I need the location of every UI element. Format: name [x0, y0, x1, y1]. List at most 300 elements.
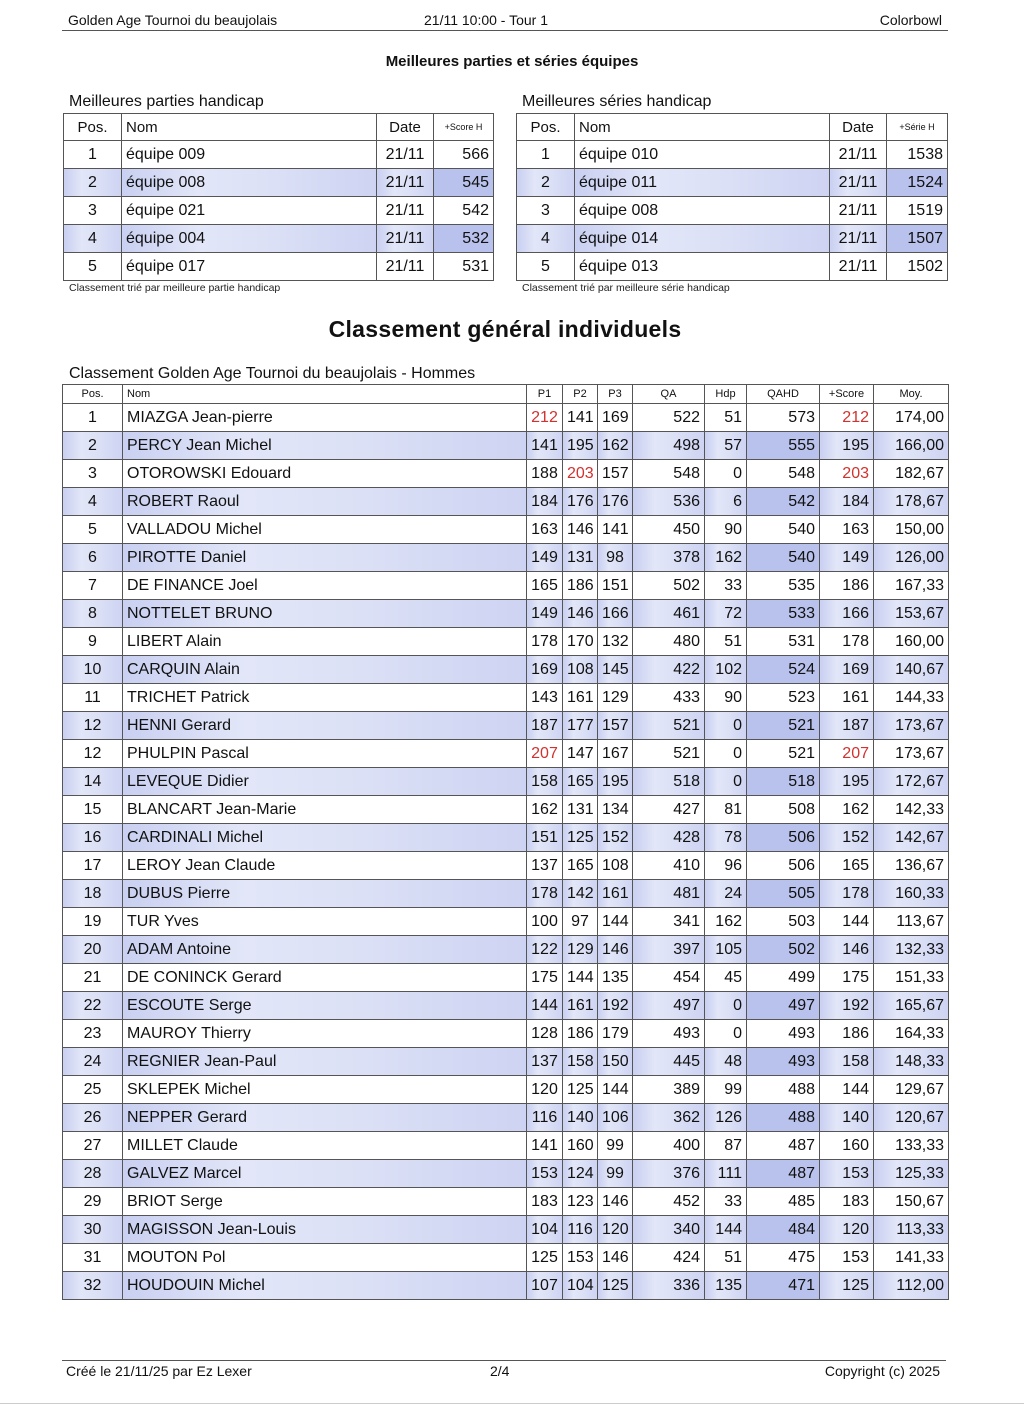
- cell-score: 149: [820, 544, 874, 572]
- cell-nom: équipe 009: [122, 141, 377, 169]
- cell-moy: 126,00: [874, 544, 949, 572]
- cell-qahd: 493: [747, 1020, 820, 1048]
- col-serie: +Série H: [887, 114, 948, 141]
- cell-hdp: 90: [705, 516, 747, 544]
- cell-qahd: 540: [747, 516, 820, 544]
- cell-nom: HENNI Gerard: [123, 712, 527, 740]
- cell-qahd: 499: [747, 964, 820, 992]
- cell-pos: 7: [63, 572, 123, 600]
- cell-qa: 389: [633, 1076, 705, 1104]
- cell-p1: 137: [527, 1048, 563, 1076]
- cell-qahd: 555: [747, 432, 820, 460]
- cell-score: 158: [820, 1048, 874, 1076]
- table-row: [63, 684, 949, 712]
- table-row: [63, 516, 949, 544]
- cell-p2: 141: [563, 404, 598, 432]
- cell-pos: 3: [64, 197, 122, 225]
- cell-score: 203: [820, 460, 874, 488]
- cell-p2: 195: [563, 432, 598, 460]
- cell-hdp: 6: [705, 488, 747, 516]
- cell-p1: 116: [527, 1104, 563, 1132]
- table-row: [64, 169, 494, 197]
- cell-pos: 15: [63, 796, 123, 824]
- cell-qahd: 506: [747, 852, 820, 880]
- cell-hdp: 87: [705, 1132, 747, 1160]
- cell-score: 1519: [887, 197, 948, 225]
- cell-qa: 450: [633, 516, 705, 544]
- cell-qahd: 502: [747, 936, 820, 964]
- col-p3: P3: [598, 385, 633, 404]
- col-score: +Score: [820, 385, 874, 404]
- table-row: [517, 253, 948, 281]
- table-row: [63, 852, 949, 880]
- cell-p3: 144: [598, 908, 633, 936]
- cell-hdp: 0: [705, 460, 747, 488]
- cell-qahd: 524: [747, 656, 820, 684]
- cell-pos: 4: [517, 225, 575, 253]
- cell-qa: 400: [633, 1132, 705, 1160]
- cell-nom: équipe 013: [575, 253, 830, 281]
- table-row: [63, 1132, 949, 1160]
- table-row: [63, 824, 949, 852]
- cell-p2: 203: [563, 460, 598, 488]
- header-tournament: Golden Age Tournoi du beaujolais: [68, 12, 278, 28]
- cell-p1: 184: [527, 488, 563, 516]
- cell-p2: 161: [563, 992, 598, 1020]
- cell-nom: TRICHET Patrick: [123, 684, 527, 712]
- cell-score: 161: [820, 684, 874, 712]
- cell-qahd: 488: [747, 1104, 820, 1132]
- cell-p3: 167: [598, 740, 633, 768]
- cell-nom: MIAZGA Jean-pierre: [123, 404, 527, 432]
- table-header-row: [517, 114, 948, 141]
- cell-p1: 153: [527, 1160, 563, 1188]
- cell-p2: 144: [563, 964, 598, 992]
- best-series-caption: Meilleures séries handicap: [522, 93, 712, 110]
- col-pos: Pos.: [64, 114, 122, 141]
- cell-qa: 424: [633, 1244, 705, 1272]
- cell-p3: 98: [598, 544, 633, 572]
- cell-qahd: 508: [747, 796, 820, 824]
- cell-p3: 195: [598, 768, 633, 796]
- cell-moy: 129,67: [874, 1076, 949, 1104]
- cell-p2: 146: [563, 516, 598, 544]
- cell-nom: équipe 008: [122, 169, 377, 197]
- cell-qa: 461: [633, 600, 705, 628]
- cell-p1: 188: [527, 460, 563, 488]
- cell-qa: 362: [633, 1104, 705, 1132]
- cell-nom: CARQUIN Alain: [123, 656, 527, 684]
- cell-p1: 137: [527, 852, 563, 880]
- cell-p3: 120: [598, 1216, 633, 1244]
- best-series-note: Classement trié par meilleure série handicap: [522, 282, 730, 294]
- cell-score: 1524: [887, 169, 948, 197]
- cell-pos: 16: [63, 824, 123, 852]
- cell-date: 21/11: [830, 225, 887, 253]
- cell-score: 175: [820, 964, 874, 992]
- cell-pos: 20: [63, 936, 123, 964]
- cell-pos: 25: [63, 1076, 123, 1104]
- cell-p1: 141: [527, 432, 563, 460]
- cell-p3: 134: [598, 796, 633, 824]
- col-date: Date: [377, 114, 434, 141]
- cell-hdp: 99: [705, 1076, 747, 1104]
- table-row: [63, 404, 949, 432]
- cell-moy: 112,00: [874, 1272, 949, 1300]
- cell-p2: 176: [563, 488, 598, 516]
- cell-nom: équipe 017: [122, 253, 377, 281]
- cell-p2: 165: [563, 852, 598, 880]
- cell-p2: 131: [563, 544, 598, 572]
- cell-nom: PIROTTE Daniel: [123, 544, 527, 572]
- cell-score: 146: [820, 936, 874, 964]
- col-qahd: QAHD: [747, 385, 820, 404]
- cell-pos: 4: [63, 488, 123, 516]
- cell-pos: 18: [63, 880, 123, 908]
- cell-moy: 173,67: [874, 740, 949, 768]
- cell-moy: 164,33: [874, 1020, 949, 1048]
- cell-pos: 3: [517, 197, 575, 225]
- cell-nom: LEVEQUE Didier: [123, 768, 527, 796]
- section-title-teams: Meilleures parties et séries équipes: [385, 53, 639, 70]
- cell-pos: 21: [63, 964, 123, 992]
- cell-p2: 153: [563, 1244, 598, 1272]
- table-row: [63, 1048, 949, 1076]
- cell-pos: 27: [63, 1132, 123, 1160]
- cell-nom: DE CONINCK Gerard: [123, 964, 527, 992]
- cell-qahd: 540: [747, 544, 820, 572]
- cell-p1: 128: [527, 1020, 563, 1048]
- cell-p1: 100: [527, 908, 563, 936]
- cell-qahd: 523: [747, 684, 820, 712]
- cell-p2: 160: [563, 1132, 598, 1160]
- cell-score: 186: [820, 1020, 874, 1048]
- table-row: [63, 908, 949, 936]
- cell-nom: ESCOUTE Serge: [123, 992, 527, 1020]
- cell-hdp: 162: [705, 908, 747, 936]
- cell-score: 153: [820, 1244, 874, 1272]
- table-row: [517, 197, 948, 225]
- table-row: [63, 544, 949, 572]
- cell-pos: 22: [63, 992, 123, 1020]
- cell-moy: 174,00: [874, 404, 949, 432]
- cell-moy: 160,00: [874, 628, 949, 656]
- cell-date: 21/11: [830, 169, 887, 197]
- cell-date: 21/11: [377, 169, 434, 197]
- cell-date: 21/11: [830, 141, 887, 169]
- cell-qa: 428: [633, 824, 705, 852]
- cell-hdp: 111: [705, 1160, 747, 1188]
- cell-p3: 179: [598, 1020, 633, 1048]
- cell-qahd: 535: [747, 572, 820, 600]
- cell-nom: ROBERT Raoul: [123, 488, 527, 516]
- cell-hdp: 51: [705, 1244, 747, 1272]
- ranking-caption: Classement Golden Age Tournoi du beaujolais - Hommes: [69, 365, 476, 382]
- cell-pos: 12: [63, 712, 123, 740]
- cell-p2: 125: [563, 824, 598, 852]
- cell-qa: 340: [633, 1216, 705, 1244]
- cell-p1: 212: [527, 404, 563, 432]
- cell-score: 1538: [887, 141, 948, 169]
- cell-score: 532: [434, 225, 494, 253]
- cell-qa: 522: [633, 404, 705, 432]
- cell-score: 163: [820, 516, 874, 544]
- cell-p2: 158: [563, 1048, 598, 1076]
- table-row: [63, 1160, 949, 1188]
- cell-pos: 1: [517, 141, 575, 169]
- col-nom: Nom: [575, 114, 830, 141]
- cell-qa: 480: [633, 628, 705, 656]
- cell-pos: 26: [63, 1104, 123, 1132]
- table-row: [63, 1104, 949, 1132]
- cell-pos: 14: [63, 768, 123, 796]
- cell-score: 184: [820, 488, 874, 516]
- cell-nom: équipe 004: [122, 225, 377, 253]
- best-series-table: [516, 113, 948, 281]
- cell-score: 183: [820, 1188, 874, 1216]
- cell-p1: 104: [527, 1216, 563, 1244]
- cell-qahd: 506: [747, 824, 820, 852]
- cell-pos: 1: [64, 141, 122, 169]
- cell-qahd: 497: [747, 992, 820, 1020]
- cell-p3: 99: [598, 1132, 633, 1160]
- cell-pos: 28: [63, 1160, 123, 1188]
- cell-hdp: 90: [705, 684, 747, 712]
- cell-moy: 173,67: [874, 712, 949, 740]
- cell-moy: 151,33: [874, 964, 949, 992]
- cell-moy: 132,33: [874, 936, 949, 964]
- cell-p1: 141: [527, 1132, 563, 1160]
- cell-p3: 166: [598, 600, 633, 628]
- cell-hdp: 81: [705, 796, 747, 824]
- cell-p3: 151: [598, 572, 633, 600]
- cell-score: 165: [820, 852, 874, 880]
- cell-p1: 162: [527, 796, 563, 824]
- cell-hdp: 0: [705, 740, 747, 768]
- cell-hdp: 57: [705, 432, 747, 460]
- cell-pos: 11: [63, 684, 123, 712]
- cell-qa: 454: [633, 964, 705, 992]
- cell-nom: équipe 010: [575, 141, 830, 169]
- cell-score: 144: [820, 1076, 874, 1104]
- cell-moy: 153,67: [874, 600, 949, 628]
- cell-qa: 445: [633, 1048, 705, 1076]
- cell-qahd: 484: [747, 1216, 820, 1244]
- cell-p3: 162: [598, 432, 633, 460]
- cell-hdp: 0: [705, 768, 747, 796]
- cell-pos: 1: [63, 404, 123, 432]
- cell-pos: 6: [63, 544, 123, 572]
- cell-pos: 10: [63, 656, 123, 684]
- cell-qahd: 503: [747, 908, 820, 936]
- cell-moy: 148,33: [874, 1048, 949, 1076]
- cell-hdp: 0: [705, 1020, 747, 1048]
- table-row: [64, 141, 494, 169]
- cell-pos: 8: [63, 600, 123, 628]
- cell-p2: 131: [563, 796, 598, 824]
- cell-score: 195: [820, 768, 874, 796]
- cell-p2: 186: [563, 572, 598, 600]
- cell-hdp: 105: [705, 936, 747, 964]
- cell-qa: 422: [633, 656, 705, 684]
- cell-p3: 144: [598, 1076, 633, 1104]
- table-row: [517, 169, 948, 197]
- cell-p1: 107: [527, 1272, 563, 1300]
- cell-qa: 410: [633, 852, 705, 880]
- col-date: Date: [830, 114, 887, 141]
- page-header: [62, 10, 948, 31]
- table-row: [63, 768, 949, 796]
- cell-qa: 521: [633, 712, 705, 740]
- cell-date: 21/11: [377, 253, 434, 281]
- cell-p3: 145: [598, 656, 633, 684]
- footer-copyright: Copyright (c) 2025: [824, 1363, 940, 1379]
- cell-pos: 5: [64, 253, 122, 281]
- cell-qahd: 475: [747, 1244, 820, 1272]
- cell-qahd: 488: [747, 1076, 820, 1104]
- cell-pos: 31: [63, 1244, 123, 1272]
- cell-p1: 169: [527, 656, 563, 684]
- table-row: [64, 197, 494, 225]
- cell-nom: DE FINANCE Joel: [123, 572, 527, 600]
- cell-p2: 186: [563, 1020, 598, 1048]
- cell-p1: 178: [527, 880, 563, 908]
- cell-pos: 17: [63, 852, 123, 880]
- cell-hdp: 48: [705, 1048, 747, 1076]
- cell-score: 1502: [887, 253, 948, 281]
- cell-p3: 108: [598, 852, 633, 880]
- cell-qahd: 518: [747, 768, 820, 796]
- col-score: +Score H: [434, 114, 494, 141]
- cell-p1: 143: [527, 684, 563, 712]
- cell-score: 545: [434, 169, 494, 197]
- col-moy: Moy.: [874, 385, 949, 404]
- cell-p3: 150: [598, 1048, 633, 1076]
- table-row: [63, 796, 949, 824]
- col-pos: Pos.: [63, 385, 123, 404]
- cell-p3: 125: [598, 1272, 633, 1300]
- best-games-caption: Meilleures parties handicap: [69, 93, 264, 110]
- cell-p2: 140: [563, 1104, 598, 1132]
- cell-p2: 129: [563, 936, 598, 964]
- cell-score: 160: [820, 1132, 874, 1160]
- cell-nom: HOUDOUIN Michel: [123, 1272, 527, 1300]
- cell-p3: 146: [598, 936, 633, 964]
- cell-score: 178: [820, 628, 874, 656]
- cell-moy: 165,67: [874, 992, 949, 1020]
- cell-moy: 142,33: [874, 796, 949, 824]
- cell-moy: 125,33: [874, 1160, 949, 1188]
- cell-score: 195: [820, 432, 874, 460]
- cell-p3: 106: [598, 1104, 633, 1132]
- cell-qahd: 493: [747, 1048, 820, 1076]
- cell-pos: 24: [63, 1048, 123, 1076]
- cell-qahd: 533: [747, 600, 820, 628]
- table-row: [63, 1020, 949, 1048]
- cell-moy: 172,67: [874, 768, 949, 796]
- cell-score: 178: [820, 880, 874, 908]
- cell-p1: 165: [527, 572, 563, 600]
- cell-p3: 192: [598, 992, 633, 1020]
- cell-pos: 23: [63, 1020, 123, 1048]
- table-row: [63, 1272, 949, 1300]
- cell-score: 192: [820, 992, 874, 1020]
- cell-qa: 536: [633, 488, 705, 516]
- cell-moy: 133,33: [874, 1132, 949, 1160]
- header-venue: Colorbowl: [879, 12, 942, 28]
- table-row: [63, 964, 949, 992]
- cell-p1: 175: [527, 964, 563, 992]
- cell-p3: 152: [598, 824, 633, 852]
- cell-p1: 125: [527, 1244, 563, 1272]
- table-row: [63, 572, 949, 600]
- col-nom: Nom: [123, 385, 527, 404]
- cell-qahd: 531: [747, 628, 820, 656]
- table-row: [64, 225, 494, 253]
- cell-hdp: 45: [705, 964, 747, 992]
- table-row: [63, 628, 949, 656]
- cell-p1: 120: [527, 1076, 563, 1104]
- cell-hdp: 24: [705, 880, 747, 908]
- cell-p2: 123: [563, 1188, 598, 1216]
- cell-moy: 178,67: [874, 488, 949, 516]
- cell-nom: OTOROWSKI Edouard: [123, 460, 527, 488]
- cell-moy: 166,00: [874, 432, 949, 460]
- cell-qahd: 505: [747, 880, 820, 908]
- cell-score: 144: [820, 908, 874, 936]
- cell-hdp: 0: [705, 992, 747, 1020]
- cell-moy: 144,33: [874, 684, 949, 712]
- cell-score: 153: [820, 1160, 874, 1188]
- cell-pos: 12: [63, 740, 123, 768]
- cell-moy: 182,67: [874, 460, 949, 488]
- col-qa: QA: [633, 385, 705, 404]
- table-row: [63, 1076, 949, 1104]
- cell-nom: LIBERT Alain: [123, 628, 527, 656]
- cell-score: 125: [820, 1272, 874, 1300]
- cell-date: 21/11: [377, 197, 434, 225]
- cell-nom: MOUTON Pol: [123, 1244, 527, 1272]
- cell-qa: 341: [633, 908, 705, 936]
- cell-nom: LEROY Jean Claude: [123, 852, 527, 880]
- cell-qa: 497: [633, 992, 705, 1020]
- cell-nom: BLANCART Jean-Marie: [123, 796, 527, 824]
- cell-nom: NEPPER Gerard: [123, 1104, 527, 1132]
- cell-pos: 4: [64, 225, 122, 253]
- cell-p3: 132: [598, 628, 633, 656]
- cell-pos: 19: [63, 908, 123, 936]
- cell-nom: MAGISSON Jean-Louis: [123, 1216, 527, 1244]
- cell-p1: 158: [527, 768, 563, 796]
- cell-p3: 146: [598, 1244, 633, 1272]
- cell-qa: 378: [633, 544, 705, 572]
- cell-hdp: 72: [705, 600, 747, 628]
- cell-nom: BRIOT Serge: [123, 1188, 527, 1216]
- table-row: [63, 936, 949, 964]
- cell-moy: 160,33: [874, 880, 949, 908]
- cell-hdp: 126: [705, 1104, 747, 1132]
- cell-score: 166: [820, 600, 874, 628]
- cell-moy: 150,67: [874, 1188, 949, 1216]
- table-row: [63, 992, 949, 1020]
- cell-pos: 3: [63, 460, 123, 488]
- cell-moy: 140,67: [874, 656, 949, 684]
- ranking-table: [62, 384, 949, 1300]
- header-round: 21/11 10:00 - Tour 1: [424, 12, 549, 28]
- cell-p1: 178: [527, 628, 563, 656]
- table-row: [63, 600, 949, 628]
- cell-p2: 97: [563, 908, 598, 936]
